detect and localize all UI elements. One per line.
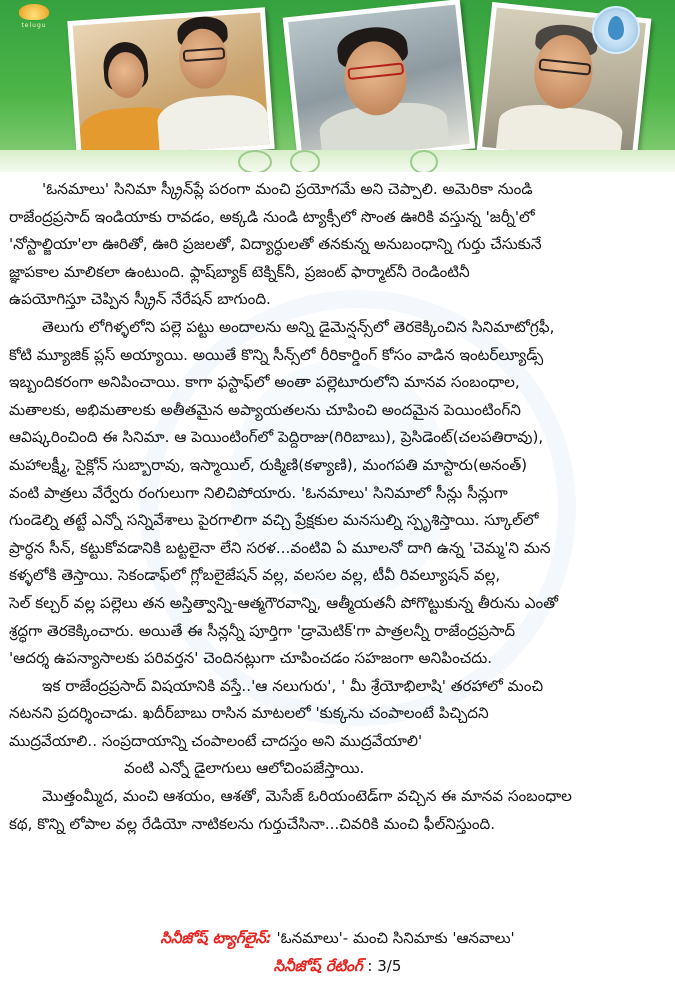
article-line: తెలుగు లోగిళ్ళలోని పల్లె పట్టు అందాలను అన్ని డైమెన్షన్స్‌లో తెరకెక్కించిన సినిమాటోగ్రఫీ,: [42, 317, 555, 336]
cinejosh-rating: [0, 954, 675, 978]
tagline-label: సినీజోష్ ట్యాగ్‌లైన్:: [160, 929, 272, 947]
article-line: శ్రద్ధగా తెరకెక్కించారు. అయితే ఈ సీన్లన్నీ పూర్తిగా 'డ్రామెటిక్'గా పాత్రలన్నీ రాజేంద్రప్రసాద్: [9, 621, 516, 640]
site-logo-text: telugu: [21, 22, 47, 29]
movie-title-graphic: [230, 148, 470, 172]
tagline-value: 'ఓనమాలు'- మంచి సినిమాకు 'ఆనవాలు': [271, 929, 515, 947]
article-line: ప్రార్ధన సీన్, కట్టుకోవడానికి బట్టలైనా లేని సరళ...వంటివి ఏ మూలనో దాగి ఉన్న 'చెమ్మ'ని మన: [9, 538, 551, 557]
article-line: జ్ఞాపకాల మాలికలా ఉంటుంది. ఫ్లాష్‌బ్యాక్ టెక్నిక్‌నీ, ప్రజంట్ ఫార్మాట్‌నీ రెండింటినీ: [9, 262, 470, 281]
header-banner: [0, 0, 675, 172]
article-line: ఇక రాజేంద్రప్రసాద్ విషయానికి వస్తే..'ఆ నలుగురు', ' మీ శ్రేయోభిలాషి' తరహాలో మంచి: [42, 676, 544, 695]
partner-logo-icon[interactable]: [592, 6, 640, 54]
cinejosh-tagline: [0, 926, 675, 950]
article-line: కథ, కొన్ని లోపాల వల్ల రేడియో నాటికలను గుర్తుచేసినా...చివరికి మంచి ఫీల్‌నిస్తుంది.: [9, 814, 496, 833]
article-line: 'నోస్టాల్జియా'లా ఊరితో, ఊరి ప్రజలతో, విద్యార్ధులతో తనకున్న అనుబంధాన్ని గుర్తు చేసుకునే: [9, 235, 542, 254]
rating-value: : 3/5: [362, 957, 402, 975]
article-line: ఇబ్బందికరంగా అనిపించాయి. కాగా ఫస్టాఫ్‌లో అంతా పల్లెటూరులోని మానవ సంబంధాల,: [9, 373, 520, 392]
article-line: వంటి ఎన్నో డైలాగులు ఆలోచింపజేస్తాయి.: [124, 759, 365, 778]
article-line: ఆవిష్కరించింది ఈ సినిమా. ఆ పెయింటింగ్‌లో పెద్దిరాజు(గిరిబాబు), ప్రెసిడెంట్(చలపతిరావు),: [9, 428, 544, 447]
article-line: మొత్తంమ్మీద, మంచి ఆశయం, ఆశతో, మెసేజ్ ఓరియంటెడ్‌గా వచ్చిన ఈ మానవ సంబంధాల: [42, 787, 572, 806]
article-line: కళ్ళలోకి తెస్తాయి. సెకండాఫ్‌లో గ్లోబలైజేషన్ వల్ల, వలసల వల్ల, టీవీ రివల్యూషన్ వల్ల,: [9, 566, 501, 585]
banner-photo-left: [67, 7, 274, 162]
article-line: ఉపయోగిస్తూ చెప్పిన స్క్రీన్ నేరేషన్ బాగుంది.: [9, 290, 271, 309]
rating-label: సినీజోష్ రేటింగ్: [273, 957, 363, 975]
article-line: వంటి పాత్రలు వేర్వేరు రంగులుగా నిలిచిపోయారు. 'ఓనమాలు' సినిమాలో సీన్లు సీన్లుగా: [9, 483, 508, 502]
article-line: రాజేంద్రప్రసాద్ ఇండియాకు రావడం, అక్కడి నుండి ట్యాక్సీలో సొంత ఊరికి వస్తున్న 'జర్నీ'లో: [9, 207, 535, 226]
article-line: సెల్ కల్చర్ వల్ల పల్లెలు తన అస్తిత్వాన్ని-ఆత్మగౌరవాన్ని, ఆత్మీయతనీ పోగొట్టుకున్న తీరును ఎంతో: [9, 593, 559, 612]
article-line: గుండెల్ని తట్టే ఎన్నో సన్నివేశాలు పైరగాలిగా వచ్చి ప్రేక్షకుల మనసుల్ని స్పృశిస్తాయి. స్కూల్‌లో: [9, 511, 539, 530]
article-line: 'ఓనమాలు' సినిమా స్క్రీన్‌ప్లే పరంగా మంచి ప్రయోగమే అని చెప్పాలి. అమెరికా నుండి: [42, 180, 533, 198]
review-article: [0, 176, 675, 838]
article-line: మతాలకు, అభిమతాలకు అతీతమైన అప్యాయతలను చూపించి అందమైన పెయింటింగ్‌ని: [9, 400, 521, 419]
site-logo[interactable]: [6, 4, 62, 34]
article-line: నటనని ప్రదర్శించాడు. ఖదీర్‌బాబు రాసిన మాటలలో 'కుక్కను చంపాలంటే పిచ్చిదని: [9, 704, 489, 723]
article-line: మహాలక్ష్మీ, సైక్లోన్ సుబ్బారావు, ఇస్మాయిల్, రుక్మిణి(కళ్యాణి), మంగపతి మాస్టారు(అనంత్): [9, 455, 528, 474]
banner-photo-middle: [283, 0, 476, 167]
article-line: కోటి మ్యూజిక్ ప్లస్ అయ్యాయి. అయితే కొన్ని సీన్స్‌లో రీరికార్డింగ్ కోసం వాడిన ఇంటర్‌ల్యూడ్స్: [9, 345, 544, 364]
article-line: ముద్రవేయాలి.. సంప్రదాయాన్ని చంపాలంటే చాదస్తం అని ముద్రవేయాలి': [9, 731, 423, 750]
article-line: 'ఆదర్శ ఉపన్యాసాలకు పరివర్తన' చెందినట్లుగా చూపించడం సహజంగా అనిపించదు.: [9, 649, 493, 668]
sun-logo-icon: [19, 4, 49, 20]
